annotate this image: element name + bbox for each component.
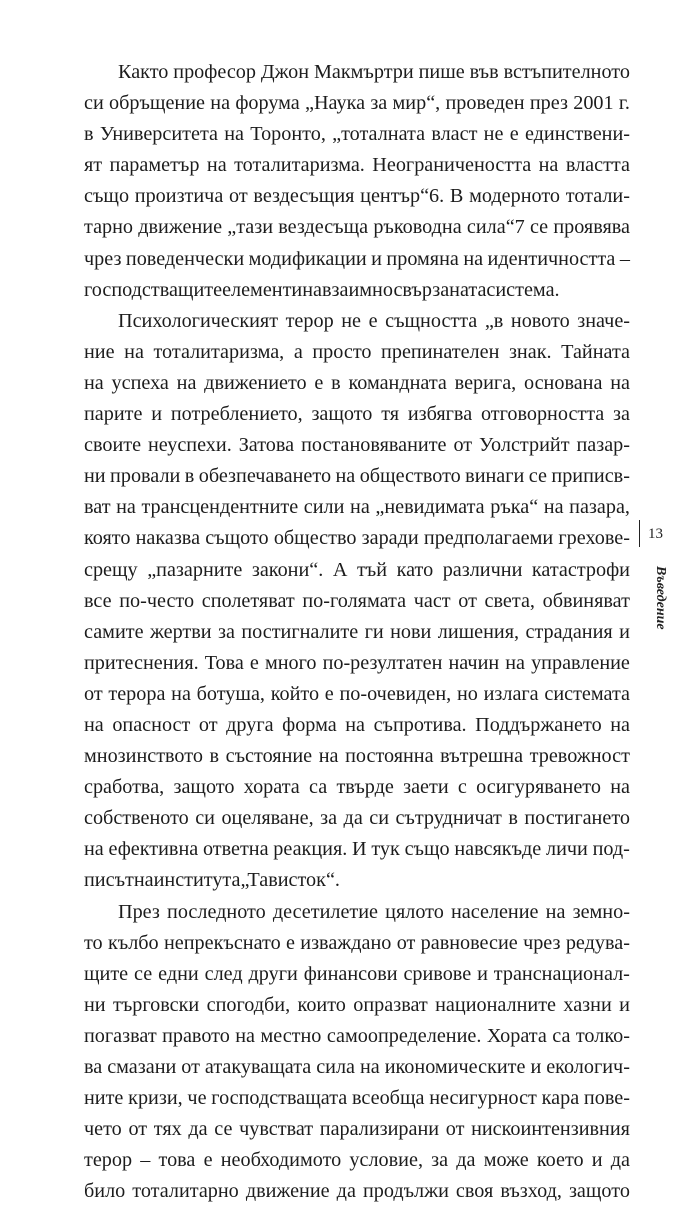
text-line: терор – това е необходимото условие, за да може което и да [84,1149,630,1172]
text-line: която наказва същото общество заради предполагаеми грехове- [84,527,630,550]
page-number-divider [639,520,640,547]
text-line: в Университета на Торонто, „тоталната власт не е единствени- [84,123,630,146]
paragraph [84,57,630,306]
text-line: сработва, защото хората са твърде заети с осигуряването на [84,776,630,799]
text-line: също произтича от вездесъщия център“6. В модерното тотали- [84,185,630,208]
text-line: притеснения. Това е много по-резултатен начин на управление [84,651,630,674]
text-line: на успеха на движението е в командната верига, основана на [84,371,630,394]
text-line: ни провали в обезпечаването на обществото винаги се приписв- [84,465,630,488]
running-head: Въведение [653,566,668,630]
text-line: собственото си оцеляване, за да си сътрудничат в постигането [84,807,630,830]
text-line: срещу „пазарните закони“. А тъй като различни катастрофи [84,558,630,581]
text-line: своите неуспехи. Затова постановяваните от Уолстрийт пазар- [84,434,630,457]
page-number: 13 [648,526,663,542]
text-line: от терора на ботуша, който е по-очевиден, но излага системата [84,682,630,705]
text-line: чето от тях да се чувстват парализирани от нискоинтензивния [84,1118,630,1141]
text-line: си обръщение на форума „Наука за мир“, проведен през 2001 г. [84,92,630,115]
text-line: ят параметър на тоталитаризма. Неограничеността на властта [84,154,630,177]
text-line: Психологическият терор не е същността „в новото значе- [118,309,630,332]
text-line: чрез поведенчески модификации и промяна на идентичността – [84,247,630,270]
text-line: господстващите елементи на взаимносвързаната система. [84,278,560,301]
text-line: мнозинството в състояние на постоянна вътрешна тревожност [84,745,630,768]
text-line: ват на трансцендентните сили на „невидимата ръка“ на пазара, [84,496,630,519]
text-line: ните кризи, че господстващата всеобща несигурност кара пове- [84,1087,630,1110]
text-line: погазват правото на местно самоопределение. Хората са толко- [84,1024,630,1047]
text-line: било тоталитарно движение да продължи своя възход, защото [84,1180,630,1203]
text-line: щите се едни след други финансови сривове и транснационал- [84,962,630,985]
text-line: писът на института „Тависток“. [84,869,340,892]
text-line: ни търговски спогодби, които опразват националните хазни и [84,993,630,1016]
text-line: на опасност от друга форма на съпротива. Поддържането на [84,713,630,736]
body-text [84,57,630,1207]
text-line: самите жертви за постигналите ги нови лишения, страдания и [84,620,630,643]
text-line: на ефективна ответна реакция. И тук също навсякъде личи под- [84,838,630,861]
text-line: Както професор Джон Макмъртри пише във встъпителното [118,61,630,83]
text-line: тарно движение „тази вездесъща ръководна сила“7 се проявява [84,216,630,239]
text-line: парите и потреблението, защото тя избягва отговорността за [84,403,630,426]
text-line: ние на тоталитаризма, а просто препинателен знак. Тайната [84,340,630,363]
text-line: ва смазани от атакуващата сила на икономическите и екологич- [84,1056,630,1078]
text-line: то кълбо непрекъснато е изваждано от равновесие чрез редува- [84,931,630,954]
text-line: все по-често сполетяват по-голямата част от света, обвиняват [84,589,630,612]
paragraph [84,897,630,1207]
text-line: През последното десетилетие цялото население на земно- [118,900,630,923]
paragraph [84,306,630,897]
